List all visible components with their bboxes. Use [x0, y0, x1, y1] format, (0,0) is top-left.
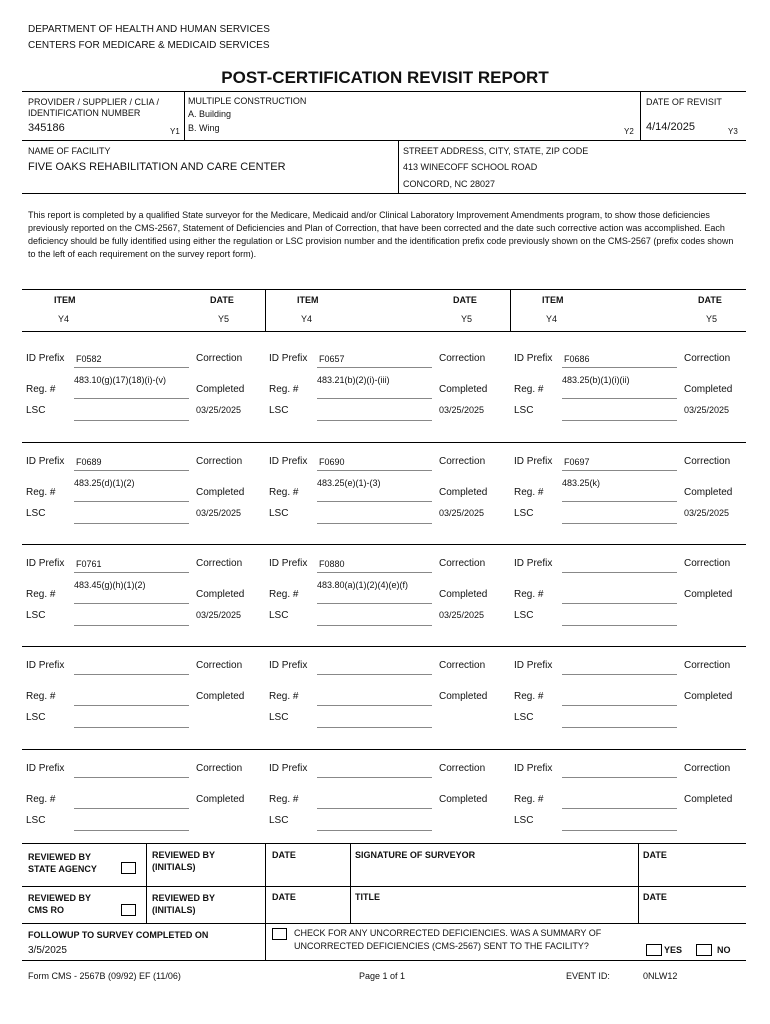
date-code-y5: Y5 [706, 314, 718, 324]
event-id-label: EVENT ID: [566, 971, 610, 981]
reg-label: Reg. # [26, 589, 56, 600]
completed-label: Completed [196, 384, 245, 395]
completed-date[interactable]: 03/25/2025 [439, 610, 485, 620]
state-initials-label-2: (INITIALS) [152, 862, 196, 872]
lsc-line [74, 727, 189, 728]
id-prefix-label: ID Prefix [269, 763, 308, 774]
form-number: Form CMS - 2567B (09/92) EF (11/06) [28, 971, 181, 981]
id-prefix-line [74, 674, 189, 675]
event-id: 0NLW12 [643, 971, 678, 981]
provider-number[interactable]: 345186 [28, 122, 65, 134]
lsc-label: LSC [269, 712, 289, 723]
reg-label: Reg. # [514, 589, 544, 600]
lsc-label: LSC [514, 405, 534, 416]
item-column-header: ITEM [54, 295, 76, 305]
agency-name: CENTERS FOR MEDICARE & MEDICAID SERVICES [28, 40, 270, 51]
correction-label: Correction [684, 763, 731, 774]
completed-date[interactable]: 03/25/2025 [684, 405, 730, 415]
id-prefix-line [74, 777, 189, 778]
lsc-line [317, 830, 432, 831]
reg-line [74, 705, 189, 706]
lsc-line [562, 727, 677, 728]
completed-label: Completed [684, 384, 733, 395]
id-prefix-label: ID Prefix [514, 353, 553, 364]
lsc-label: LSC [26, 712, 46, 723]
reg-line [562, 808, 677, 809]
id-prefix-line [74, 470, 189, 471]
id-prefix-label: ID Prefix [269, 558, 308, 569]
completed-label: Completed [684, 487, 733, 498]
reviewed-cms-label-1: REVIEWED BY [28, 893, 92, 903]
lsc-label: LSC [269, 405, 289, 416]
grid-col-divider-1 [265, 289, 266, 331]
id-prefix-label: ID Prefix [514, 558, 553, 569]
id-prefix-line [562, 367, 677, 368]
state-initials-label-1: REVIEWED BY [152, 850, 216, 860]
completed-label: Completed [684, 589, 733, 600]
id-prefix-label: ID Prefix [26, 558, 65, 569]
id-prefix-line [317, 367, 432, 368]
signature-label: SIGNATURE OF SURVEYOR [355, 850, 476, 860]
lsc-line [562, 830, 677, 831]
item-code-y4: Y4 [546, 314, 558, 324]
grid-row-rule [22, 544, 746, 545]
completed-date[interactable]: 03/25/2025 [196, 508, 242, 518]
id-prefix-value[interactable]: F0689 [76, 457, 102, 467]
lsc-label: LSC [26, 405, 46, 416]
reg-label: Reg. # [514, 794, 544, 805]
lsc-label: LSC [514, 712, 534, 723]
reg-line [74, 808, 189, 809]
reg-line [317, 501, 432, 502]
construction-wing[interactable]: B. Wing [188, 123, 220, 133]
grid-row-rule [22, 442, 746, 443]
grid-header-rule [22, 331, 746, 332]
reg-label: Reg. # [269, 589, 299, 600]
reg-line [317, 398, 432, 399]
id-prefix-value[interactable]: F0582 [76, 354, 102, 364]
completed-date[interactable]: 03/25/2025 [439, 508, 485, 518]
reg-label: Reg. # [26, 794, 56, 805]
provider-label: PROVIDER / SUPPLIER / CLIA / IDENTIFICATION NUMBER [28, 97, 160, 118]
reg-line [562, 705, 677, 706]
yes-checkbox[interactable] [646, 944, 662, 956]
reg-value[interactable]: 483.25(k) [562, 478, 601, 488]
reg-label: Reg. # [26, 384, 56, 395]
lsc-line [317, 727, 432, 728]
correction-label: Correction [439, 763, 486, 774]
lsc-line [74, 420, 189, 421]
reg-line [562, 501, 677, 502]
id-prefix-value[interactable]: F0761 [76, 559, 102, 569]
reg-line [317, 705, 432, 706]
lsc-label: LSC [514, 815, 534, 826]
completed-label: Completed [196, 794, 245, 805]
reg-value[interactable]: 483.80(a)(1)(2)(4)(e)(f) [317, 580, 409, 590]
id-prefix-label: ID Prefix [514, 660, 553, 671]
grid-row-rule [22, 646, 746, 647]
reg-label: Reg. # [514, 487, 544, 498]
title-label: TITLE [355, 892, 380, 902]
revisit-date-label: DATE OF REVISIT [646, 97, 722, 107]
reg-label: Reg. # [26, 487, 56, 498]
id-prefix-line [562, 470, 677, 471]
id-prefix-label: ID Prefix [269, 353, 308, 364]
item-code-y4: Y4 [301, 314, 313, 324]
id-prefix-line [317, 777, 432, 778]
id-prefix-label: ID Prefix [26, 456, 65, 467]
id-prefix-label: ID Prefix [26, 353, 65, 364]
completed-label: Completed [439, 794, 488, 805]
correction-label: Correction [684, 660, 731, 671]
reg-value[interactable]: 483.25(d)(1)(2) [74, 478, 135, 488]
no-checkbox[interactable] [696, 944, 712, 956]
id-prefix-line [317, 674, 432, 675]
lsc-line [74, 625, 189, 626]
date-column-header: DATE [210, 295, 234, 305]
id-prefix-line [562, 572, 677, 573]
lsc-label: LSC [269, 508, 289, 519]
item-column-header: ITEM [542, 295, 564, 305]
followup-date[interactable]: 3/5/2025 [28, 945, 67, 956]
lsc-label: LSC [514, 610, 534, 621]
reg-value[interactable]: 483.10(g)(17)(18)(i)-(v) [74, 375, 167, 385]
id-prefix-label: ID Prefix [26, 660, 65, 671]
id-prefix-value[interactable]: F0686 [564, 354, 590, 364]
id-prefix-label: ID Prefix [269, 660, 308, 671]
completed-label: Completed [196, 691, 245, 702]
reg-label: Reg. # [26, 691, 56, 702]
cms-initials-label-2: (INITIALS) [152, 905, 196, 915]
revisit-date[interactable]: 4/14/2025 [646, 121, 695, 133]
reg-line [74, 501, 189, 502]
item-code-y4: Y4 [58, 314, 70, 324]
signature-date-label: DATE [643, 850, 667, 860]
correction-label: Correction [196, 558, 243, 569]
correction-label: Correction [196, 456, 243, 467]
completed-label: Completed [439, 384, 488, 395]
construction-code: Y2 [624, 127, 634, 136]
correction-label: Correction [439, 456, 486, 467]
department-name: DEPARTMENT OF HEALTH AND HUMAN SERVICES [28, 24, 270, 35]
lsc-line [74, 830, 189, 831]
completed-label: Completed [684, 691, 733, 702]
lsc-line [74, 523, 189, 524]
id-prefix-label: ID Prefix [26, 763, 65, 774]
lsc-line [317, 625, 432, 626]
completed-label: Completed [439, 589, 488, 600]
address-label: STREET ADDRESS, CITY, STATE, ZIP CODE [403, 146, 589, 156]
reg-value[interactable]: 483.21(b)(2)(i)-(iii) [317, 375, 390, 385]
grid-row-rule [22, 749, 746, 750]
reviewed-state-label-1: REVIEWED BY [28, 852, 92, 862]
completed-date[interactable]: 03/25/2025 [196, 610, 242, 620]
correction-label: Correction [196, 353, 243, 364]
completed-label: Completed [196, 487, 245, 498]
id-prefix-line [562, 674, 677, 675]
reg-label: Reg. # [269, 384, 299, 395]
lsc-label: LSC [26, 610, 46, 621]
date-code-y5: Y5 [461, 314, 473, 324]
reviewed-state-label-2: STATE AGENCY [28, 864, 97, 874]
completed-label: Completed [439, 691, 488, 702]
cms-initials-label-1: REVIEWED BY [152, 893, 216, 903]
provider-code: Y1 [170, 127, 180, 136]
id-prefix-value[interactable]: F0880 [319, 559, 345, 569]
grid-top-rule [22, 289, 746, 290]
id-prefix-line [317, 470, 432, 471]
reg-line [74, 398, 189, 399]
id-prefix-line [317, 572, 432, 573]
state-date-label: DATE [272, 850, 296, 860]
id-prefix-line [74, 572, 189, 573]
cms-date-label: DATE [272, 892, 296, 902]
reg-value[interactable]: 483.25(b)(1)(i)(ii) [562, 375, 630, 385]
completed-label: Completed [196, 589, 245, 600]
address-street[interactable]: 413 WINECOFF SCHOOL ROAD [403, 162, 538, 172]
id-prefix-value[interactable]: F0657 [319, 354, 345, 364]
instructions-paragraph: This report is completed by a qualified State surveyor for the Medicare, Medicaid and/or Clinical Laboratory Improvement Amendments program, to show those deficiencies previously reported on the CMS-2567, Statement of Deficiencies and Plan of Correction, that have been corrected and the date such corrective action was accomplished. Each deficiency should be fully identified using either the regulation or LSC provision number and the identification prefix code previously shown on the CMS-2567 (prefix codes shown to the left of each requirement on the survey report form). [28, 210, 734, 259]
reg-label: Reg. # [269, 691, 299, 702]
form-title: POST-CERTIFICATION REVISIT REPORT [221, 68, 549, 87]
completed-label: Completed [439, 487, 488, 498]
reviewed-cms-label-2: CMS RO [28, 905, 64, 915]
construction-building[interactable]: A. Building [188, 109, 232, 119]
correction-label: Correction [684, 456, 731, 467]
lsc-label: LSC [514, 508, 534, 519]
grid-col-divider-2 [510, 289, 511, 331]
lsc-line [562, 625, 677, 626]
correction-label: Correction [439, 558, 486, 569]
lsc-label: LSC [269, 815, 289, 826]
id-prefix-value[interactable]: F0697 [564, 457, 590, 467]
lsc-line [317, 420, 432, 421]
correction-label: Correction [439, 660, 486, 671]
uncorrected-question-1: CHECK FOR ANY UNCORRECTED DEFICIENCIES. WAS A SUMMARY OF [294, 928, 602, 938]
date-code-y5: Y5 [218, 314, 230, 324]
lsc-line [562, 523, 677, 524]
date-column-header: DATE [453, 295, 477, 305]
reg-line [562, 398, 677, 399]
lsc-label: LSC [26, 508, 46, 519]
facility-label: NAME OF FACILITY [28, 146, 111, 156]
correction-label: Correction [684, 353, 731, 364]
completed-date[interactable]: 03/25/2025 [439, 405, 485, 415]
reg-line [562, 603, 677, 604]
lsc-line [562, 420, 677, 421]
correction-label: Correction [439, 353, 486, 364]
followup-label: FOLLOWUP TO SURVEY COMPLETED ON [28, 930, 209, 940]
no-label: NO [717, 945, 731, 955]
uncorrected-checkbox[interactable] [272, 928, 287, 940]
facility-name[interactable]: FIVE OAKS REHABILITATION AND CARE CENTER [28, 161, 286, 173]
reg-label: Reg. # [269, 794, 299, 805]
correction-label: Correction [684, 558, 731, 569]
id-prefix-value[interactable]: F0690 [319, 457, 345, 467]
cms-ro-checkbox[interactable] [121, 904, 136, 916]
id-prefix-label: ID Prefix [514, 763, 553, 774]
reg-value[interactable]: 483.45(g)(h)(1)(2) [74, 580, 146, 590]
uncorrected-question-2: UNCORRECTED DEFICIENCIES (CMS-2567) SENT TO THE FACILITY? [294, 941, 589, 951]
correction-label: Correction [196, 763, 243, 774]
revisit-code: Y3 [728, 127, 738, 136]
reg-label: Reg. # [514, 691, 544, 702]
id-prefix-label: ID Prefix [514, 456, 553, 467]
date-column-header: DATE [698, 295, 722, 305]
correction-label: Correction [196, 660, 243, 671]
completed-label: Completed [684, 794, 733, 805]
construction-label: MULTIPLE CONSTRUCTION [188, 96, 307, 106]
reg-line [317, 603, 432, 604]
id-prefix-label: ID Prefix [269, 456, 308, 467]
id-prefix-line [562, 777, 677, 778]
address-city[interactable]: CONCORD, NC 28027 [403, 179, 496, 189]
reg-value[interactable]: 483.25(e)(1)-(3) [317, 478, 381, 488]
title-date-label: DATE [643, 892, 667, 902]
id-prefix-line [74, 367, 189, 368]
completed-date[interactable]: 03/25/2025 [684, 508, 730, 518]
reg-label: Reg. # [269, 487, 299, 498]
lsc-line [317, 523, 432, 524]
page-number: Page 1 of 1 [359, 971, 406, 981]
lsc-label: LSC [26, 815, 46, 826]
yes-label: YES [664, 945, 683, 955]
reg-line [317, 808, 432, 809]
item-column-header: ITEM [297, 295, 319, 305]
lsc-label: LSC [269, 610, 289, 621]
reg-line [74, 603, 189, 604]
state-agency-checkbox[interactable] [121, 862, 136, 874]
reg-label: Reg. # [514, 384, 544, 395]
completed-date[interactable]: 03/25/2025 [196, 405, 242, 415]
